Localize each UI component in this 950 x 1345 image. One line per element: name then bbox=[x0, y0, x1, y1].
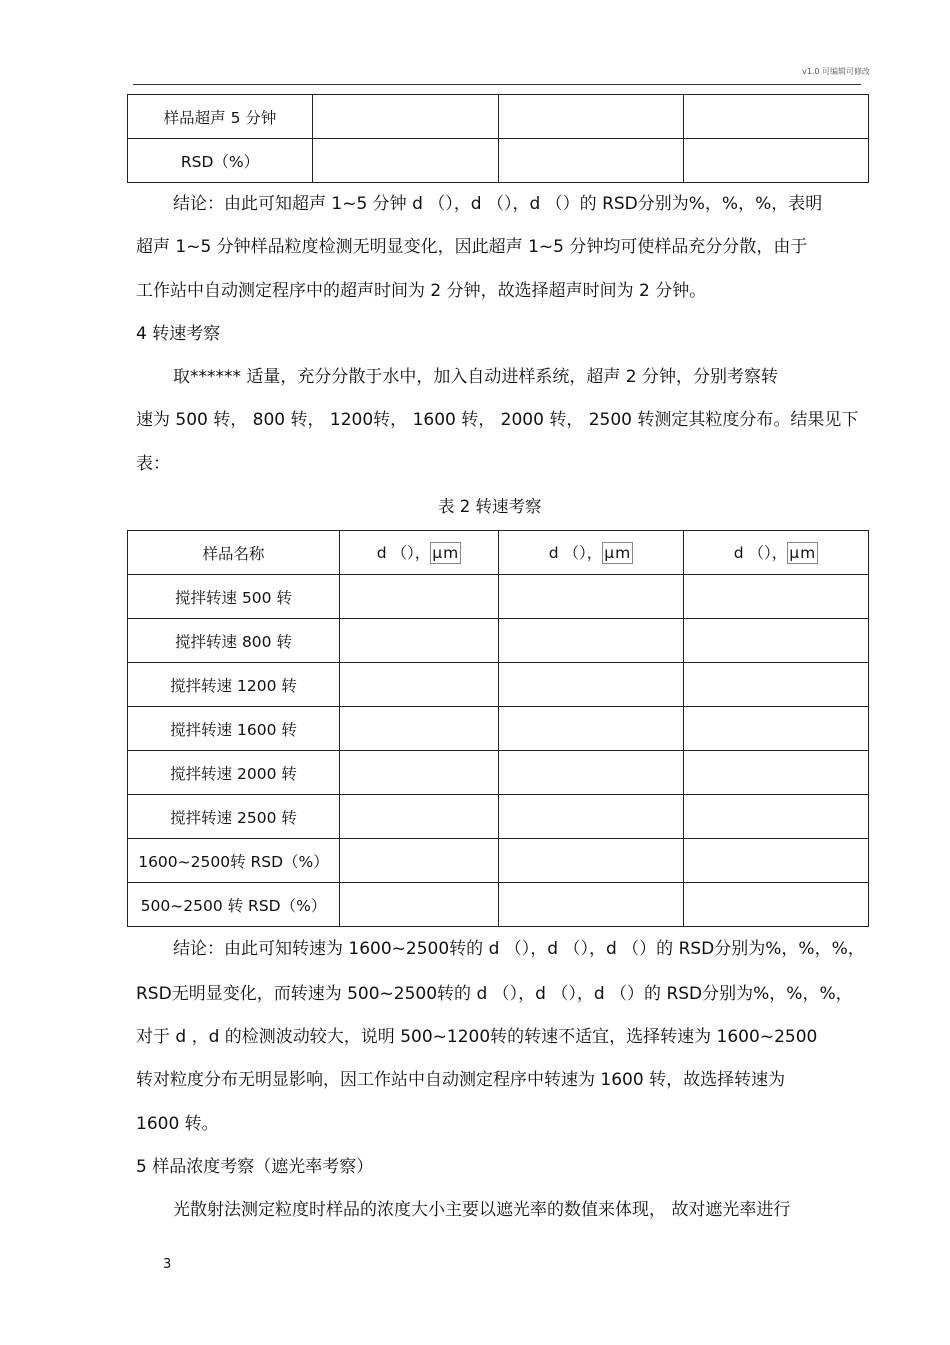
table-cell bbox=[499, 575, 684, 619]
table-row bbox=[128, 619, 869, 663]
table-cell bbox=[684, 795, 869, 839]
table-row bbox=[128, 707, 869, 751]
table-row bbox=[128, 663, 869, 707]
table-cell bbox=[499, 95, 684, 139]
row-label: 搅拌转速 2000 转 bbox=[128, 751, 340, 795]
d-label: d （）， bbox=[733, 544, 788, 562]
unit-label: μm bbox=[432, 544, 460, 562]
table-row bbox=[128, 95, 869, 139]
row-label: 搅拌转速 1200 转 bbox=[128, 663, 340, 707]
table-cell bbox=[684, 839, 869, 883]
table-cell bbox=[684, 751, 869, 795]
section-4-heading: 4 转速考察 bbox=[136, 324, 221, 344]
light-scatter-line-1: 光散射法测定粒度时样品的浓度大小主要以遮光率的数值来体现， 故对遮光率进行 bbox=[173, 1200, 791, 1220]
table-cell bbox=[684, 619, 869, 663]
table-row bbox=[128, 575, 869, 619]
table-cell bbox=[340, 663, 499, 707]
table-cell bbox=[499, 663, 684, 707]
table-cell bbox=[684, 575, 869, 619]
conclusion-1-line-1: 结论：由此可知超声 1~5 分钟 d （），d （），d （）的 RSD分别为%，%，%，表明 bbox=[173, 194, 823, 214]
table-header-row bbox=[128, 531, 869, 575]
section-5-heading: 5 样品浓度考察（遮光率考察） bbox=[136, 1157, 374, 1177]
table-cell bbox=[499, 751, 684, 795]
conclusion-1-line-2: 超声 1~5 分钟样品粒度检测无明显变化，因此超声 1~5 分钟均可使样品充分分散，由于 bbox=[136, 237, 808, 257]
table-cell bbox=[340, 883, 499, 927]
d-label: d （）， bbox=[376, 544, 431, 562]
table-cell bbox=[340, 619, 499, 663]
table-row bbox=[128, 883, 869, 927]
table-cell bbox=[340, 839, 499, 883]
table-cell bbox=[684, 883, 869, 927]
d-label: d （）， bbox=[548, 544, 603, 562]
table-cell bbox=[684, 95, 869, 139]
conclusion-1-line-3: 工作站中自动测定程序中的超声时间为 2 分钟，故选择超声时间为 2 分钟。 bbox=[136, 281, 707, 301]
header-d-column bbox=[684, 531, 869, 575]
row-label: 500~2500 转 RSD（%） bbox=[128, 883, 340, 927]
table-cell bbox=[499, 795, 684, 839]
header-rule bbox=[133, 84, 861, 85]
header-sample-name: 样品名称 bbox=[128, 531, 340, 575]
table-cell bbox=[340, 795, 499, 839]
table-rotation-speed bbox=[127, 530, 869, 927]
table-row bbox=[128, 139, 869, 183]
table-cell bbox=[684, 663, 869, 707]
row-label: 样品超声 5 分钟 bbox=[128, 95, 313, 139]
table-row bbox=[128, 839, 869, 883]
header-d-column bbox=[499, 531, 684, 575]
row-label: 搅拌转速 800 转 bbox=[128, 619, 340, 663]
table-cell bbox=[340, 707, 499, 751]
conclusion-2-line-2: RSD无明显变化，而转速为 500~2500转的 d （），d （），d （）的 RSD分别为%，%，%， bbox=[136, 984, 853, 1004]
table-cell bbox=[313, 95, 499, 139]
table-cell bbox=[499, 619, 684, 663]
table-cell bbox=[499, 139, 684, 183]
header-d-column bbox=[340, 531, 499, 575]
table-cell bbox=[684, 139, 869, 183]
table-cell bbox=[340, 751, 499, 795]
row-label: 搅拌转速 500 转 bbox=[128, 575, 340, 619]
table-ultrasound-continuation bbox=[127, 94, 869, 183]
table-cell bbox=[684, 707, 869, 751]
version-tag: v1.0 可编辑可修改 bbox=[802, 67, 870, 76]
table-cell bbox=[499, 883, 684, 927]
conclusion-2-line-1: 结论：由此可知转速为 1600~2500转的 d （），d （），d （）的 RSD分别为%，%，%， bbox=[173, 939, 865, 959]
method-line-1: 取****** 适量，充分分散于水中，加入自动进样系统，超声 2 分钟，分别考察转 bbox=[173, 367, 779, 387]
conclusion-2-line-4: 转对粒度分布无明显影响，因工作站中自动测定程序中转速为 1600 转，故选择转速为 bbox=[136, 1070, 786, 1090]
table-cell bbox=[340, 575, 499, 619]
row-label: RSD（%） bbox=[128, 139, 313, 183]
table-cell bbox=[499, 707, 684, 751]
table-row bbox=[128, 795, 869, 839]
method-line-2: 速为 500 转， 800 转， 1200转， 1600 转， 2000 转， 2500 转测定其粒度分布。结果见下 bbox=[136, 410, 859, 430]
conclusion-2-line-3: 对于 d ，d 的检测波动较大，说明 500~1200转的转速不适宜，选择转速为 1600~2500 bbox=[136, 1027, 818, 1047]
table-cell bbox=[499, 839, 684, 883]
conclusion-2-line-5: 1600 转。 bbox=[136, 1114, 219, 1134]
table-2-caption: 表 2 转速考察 bbox=[438, 497, 542, 516]
page-number: 3 bbox=[163, 1257, 172, 1272]
unit-label: μm bbox=[604, 544, 632, 562]
row-label: 1600~2500转 RSD（%） bbox=[128, 839, 340, 883]
unit-label: μm bbox=[789, 544, 817, 562]
row-label: 搅拌转速 2500 转 bbox=[128, 795, 340, 839]
method-line-3: 表： bbox=[136, 454, 170, 474]
row-label: 搅拌转速 1600 转 bbox=[128, 707, 340, 751]
table-cell bbox=[313, 139, 499, 183]
table-row bbox=[128, 751, 869, 795]
